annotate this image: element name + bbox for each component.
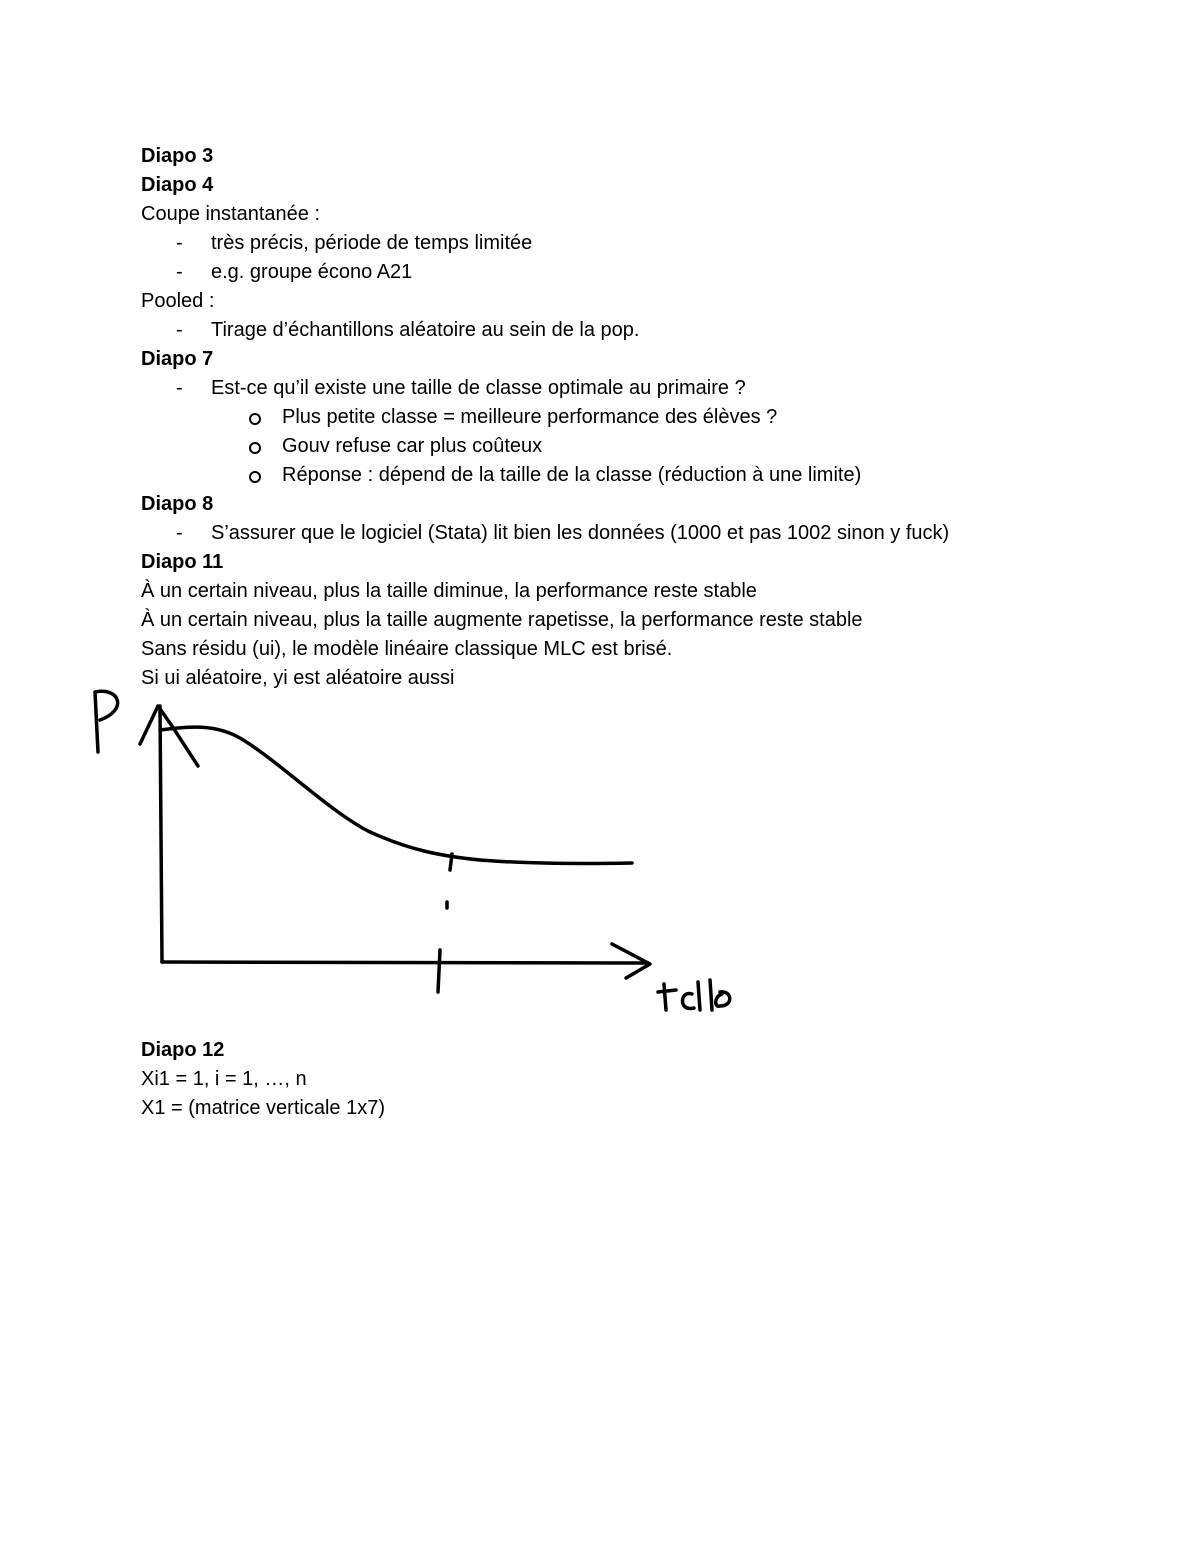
paragraph-line: À un certain niveau, plus la taille augmente rapetisse, la performance reste stable [141, 609, 863, 631]
circle-bullet-icon [249, 442, 261, 454]
circle-bullet-icon [249, 413, 261, 425]
sketch-x-tick [438, 950, 440, 992]
sub-list-item [141, 461, 1141, 490]
list-item [141, 258, 1141, 287]
sub-list-item-text: Réponse : dépend de la taille de la classe (réduction à une limite) [282, 464, 862, 486]
list-item-text: S’assurer que le logiciel (Stata) lit bien les données (1000 et pas 1002 sinon y fuck) [211, 522, 950, 544]
list-item [141, 229, 1141, 258]
heading-diapo-8: Diapo 8 [141, 493, 214, 515]
sub-list-item-text: Gouv refuse car plus coûteux [282, 435, 543, 457]
list-item-text: e.g. groupe écono A21 [211, 261, 413, 283]
paragraph-line: X1 = (matrice verticale 1x7) [141, 1097, 385, 1119]
sub-list-item [141, 403, 1141, 432]
list-item-text: très précis, période de temps limitée [211, 232, 533, 254]
dash-marker: - [176, 261, 183, 283]
notes-top [141, 142, 1141, 693]
sketch-y-arrow [140, 706, 198, 766]
heading-diapo-3: Diapo 3 [141, 145, 214, 167]
dash-marker: - [176, 232, 183, 254]
heading-diapo-7: Diapo 7 [141, 348, 214, 370]
heading-diapo-11: Diapo 11 [141, 551, 224, 573]
sketch-x-arrow [612, 944, 650, 978]
list-item-text: Tirage d’échantillons aléatoire au sein de la pop. [211, 319, 640, 341]
list-item [141, 316, 1141, 345]
list-item [141, 519, 1141, 548]
paragraph-line: Xi1 = 1, i = 1, …, n [141, 1068, 307, 1090]
sub-list-item-text: Plus petite classe = meilleure performance des élèves ? [282, 406, 778, 428]
circle-bullet-icon [249, 471, 261, 483]
sketch-x-label [658, 980, 730, 1010]
heading-diapo-12: Diapo 12 [141, 1039, 225, 1061]
paragraph-line: Si ui aléatoire, yi est aléatoire aussi [141, 667, 455, 689]
dash-marker: - [176, 377, 183, 399]
pooled-title: Pooled : [141, 290, 215, 312]
sketch-y-axis [160, 706, 162, 962]
paragraph-line: À un certain niveau, plus la taille diminue, la performance reste stable [141, 580, 757, 602]
hand-drawn-sketch [80, 682, 750, 1017]
dash-marker: - [176, 522, 183, 544]
paragraph-line: Sans résidu (ui), le modèle linéaire classique MLC est brisé. [141, 638, 673, 660]
list-item-text: Est-ce qu’il existe une taille de classe optimale au primaire ? [211, 377, 746, 399]
sketch-curve [160, 727, 632, 864]
coupe-title: Coupe instantanée : [141, 203, 321, 225]
sketch-x-axis [162, 962, 648, 963]
sketch-curve-tick [450, 854, 452, 870]
heading-diapo-4: Diapo 4 [141, 174, 214, 196]
list-item [141, 374, 1141, 403]
notes-bottom [141, 1036, 1141, 1123]
sketch-y-label-p [95, 691, 118, 752]
dash-marker: - [176, 319, 183, 341]
sub-list-item [141, 432, 1141, 461]
